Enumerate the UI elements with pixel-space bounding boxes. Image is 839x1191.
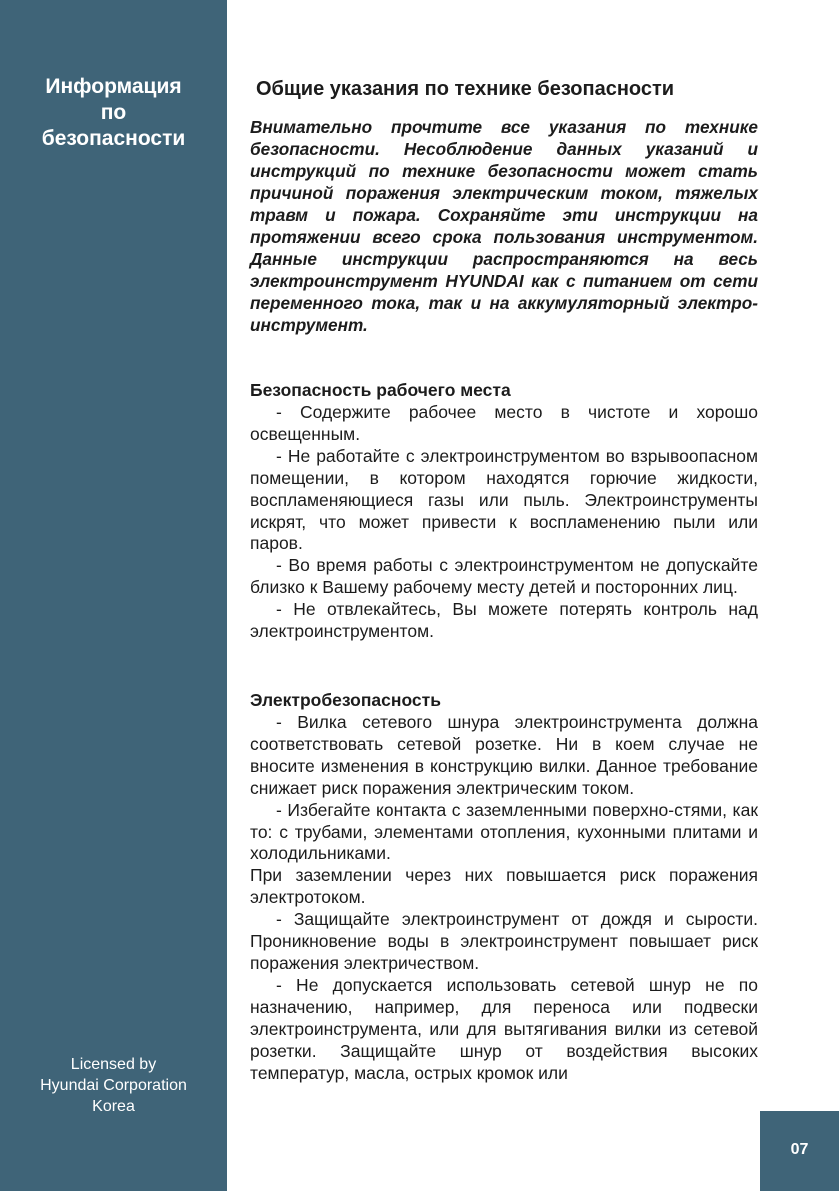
paragraph: - Избегайте контакта с заземленными поверхно-стями, как то: с трубами, элементами отопления, кухонными плитами и холодильниками. xyxy=(250,799,758,864)
license-line: Hyundai Corporation xyxy=(40,1077,187,1094)
paragraph: - Не отвлекайтесь, Вы можете потерять контроль над электроинструментом. xyxy=(250,599,758,642)
sidebar-title-line: безопасности xyxy=(41,127,186,150)
sidebar xyxy=(0,0,227,1191)
page-number-box xyxy=(760,1111,839,1191)
sidebar-title-line: по xyxy=(100,101,127,124)
workplace-section xyxy=(250,402,758,643)
sidebar-title xyxy=(0,74,227,152)
page-number: 07 xyxy=(790,1141,809,1158)
paragraph: - Содержите рабочее место в чистоте и хорошо освещенным. xyxy=(250,402,758,444)
page-heading: Общие указания по технике безопасности xyxy=(256,78,675,100)
section-title-electrical: Электробезопасность xyxy=(250,690,441,710)
sidebar-title-line: Информация xyxy=(45,75,182,98)
license-note xyxy=(0,1054,227,1117)
paragraph: - Не работайте с электроинструментом во взрывоопасном помещении, в котором находятся горючие жидкости, воспламеняющиеся газы или пыль. Электроинструменты искрят, что может привести к воспламенению пыли или паров. xyxy=(250,445,758,554)
paragraph: - Во время работы с электроинструментом не допускайте близко к Вашему рабочему месту детей и посторонних лиц. xyxy=(250,555,758,598)
license-line: Licensed by xyxy=(70,1056,157,1073)
paragraph: При заземлении через них повышается риск поражения электротоком. xyxy=(250,865,758,908)
license-line: Korea xyxy=(92,1098,135,1115)
section-title-workplace: Безопасность рабочего места xyxy=(250,380,511,400)
intro-paragraph: Внимательно прочтите все указания по технике безопасности. Несоблюдение данных указаний и инструкций по технике безопасности может стать причиной поражения электрическим током, тяжелых травм и пожара. Сохраняйте эти инструкции на протяжении всего срока пользования инструментом. Данные инструкции распространяются на весь электроинструмент HYUNDAI как с питанием от сети переменного тока, так и на аккумуляторный электро-инструмент. xyxy=(250,117,758,335)
paragraph: - Защищайте электроинструмент от дождя и сырости. Проникновение воды в электроинструмент повышает риск поражения электричеством. xyxy=(250,909,758,973)
electrical-section xyxy=(250,712,758,1084)
paragraph: - Не допускается использовать сетевой шнур не по назначению, например, для переноса или подвески электроинструмента, или для вытягивания вилки из сетевой розетки. Защищайте шнур от воздействия высоких температур, масла, острых кромок или xyxy=(250,974,758,1083)
paragraph: - Вилка сетевого шнура электроинструмента должна соответствовать сетевой розетке. Ни в коем случае не вносите изменения в конструкцию вилки. Данное требование снижает риск поражения электрическим током. xyxy=(250,712,758,798)
